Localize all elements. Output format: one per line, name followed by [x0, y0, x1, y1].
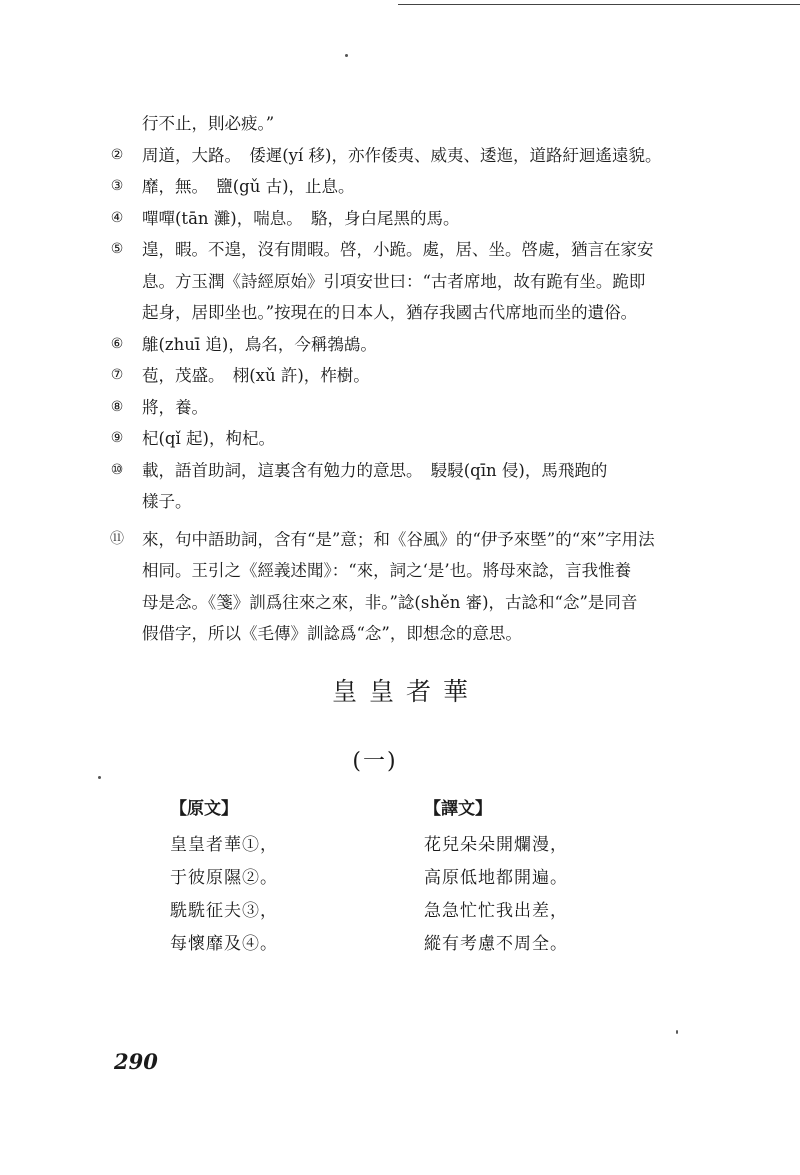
note-item: [104, 392, 664, 424]
note-line: 載，語首助詞，這裏含有勉力的意思。 駸駸(qīn 侵)，馬飛跑的: [142, 460, 608, 480]
note-line: 遑，暇。不遑，沒有閒暇。啓，小跪。處，居、坐。啓處，猶言在家安: [142, 240, 654, 259]
poem-title: 皇皇者華: [331, 677, 480, 706]
scan-speck: [676, 1030, 678, 1034]
scan-speck: [345, 54, 348, 57]
note-line: 來，句中語助詞，含有“是”意；和《谷風》的“伊予來塈”的“來”字用法: [142, 529, 655, 549]
note-number: ④: [110, 209, 124, 226]
top-rule: [398, 4, 800, 5]
note-line: 息。方玉潤《詩經原始》引項安世曰：“古者席地，故有跪有坐。跪即: [142, 271, 646, 291]
note-number: ⑪: [110, 530, 124, 547]
note-line: 母是念。《箋》訓爲往來之來，非。”諗(shěn 審)，古諗和“念”是同音: [142, 592, 638, 612]
note-line: 相同。王引之《經義述聞》：“來，詞之‘是’也。將母來諗，言我惟養: [142, 561, 632, 580]
poem-line: 于彼原隰②。: [170, 868, 278, 888]
translation-line: 花兒朵朵開爛漫，: [424, 835, 568, 855]
poem-line: 駪駪征夫③，: [170, 901, 278, 921]
translation-line: 縱有考慮不周全。: [424, 934, 568, 954]
note-line: 嘽嘽(tān 灘)，喘息。 駱，身白尾黑的馬。: [142, 208, 460, 228]
notes-section: [104, 108, 664, 650]
translation-line: 急急忙忙我出差，: [424, 901, 568, 921]
poem-line: 每懷靡及④。: [170, 934, 278, 954]
note-number: ⑦: [110, 367, 124, 383]
note-item: [104, 203, 664, 235]
note-number: ⑨: [110, 430, 124, 446]
note-number: ③: [110, 178, 124, 194]
note-number: ⑩: [110, 461, 124, 478]
poem-line: 皇皇者華①，: [170, 835, 278, 855]
note-line: 起身，居即坐也。”按現在的日本人，猶存我國古代席地而坐的遺俗。: [142, 303, 638, 322]
note-number: ⑤: [110, 241, 124, 257]
note-number: ⑥: [110, 335, 124, 352]
note-line: 周道，大路。 倭遲(yí 移)，亦作倭夷、威夷、逶迤，道路紆迴遙遠貌。: [142, 145, 662, 165]
note-line: 鵻(zhuī 追)，鳥名，今稱鵓鴣。: [142, 334, 377, 354]
note-item: [104, 524, 664, 650]
original-text-label: 【原文】: [170, 799, 238, 819]
note-number: ②: [110, 146, 124, 163]
note-item: [104, 455, 664, 518]
page-number: 290: [114, 1049, 158, 1074]
note-line: 假借字，所以《毛傳》訓諗爲“念”，即想念的意思。: [142, 624, 522, 643]
note-item: [104, 234, 664, 329]
note-item: [104, 171, 664, 203]
section-number: (一): [352, 749, 398, 774]
note-item: [104, 360, 664, 392]
note-line: 杞(qǐ 起)，枸杞。: [142, 429, 275, 448]
note-line: 苞，茂盛。 栩(xǔ 許)，柞樹。: [142, 366, 370, 385]
note-line: 靡，無。 鹽(gǔ 古)，止息。: [142, 177, 355, 196]
translation-line: 高原低地都開遍。: [424, 868, 568, 888]
translation-label: 【譯文】: [424, 799, 492, 819]
note-number: ⑧: [110, 398, 124, 415]
original-text-column: [170, 796, 278, 961]
note-item: [104, 140, 664, 172]
note-line: 樣子。: [142, 492, 192, 511]
note-line: 將，養。: [142, 397, 208, 417]
scan-speck: [98, 776, 101, 779]
note-item: [104, 423, 664, 455]
note-item: [104, 329, 664, 361]
note-continuation: 行不止，則必疲。”: [142, 114, 275, 133]
translation-column: [424, 796, 568, 961]
